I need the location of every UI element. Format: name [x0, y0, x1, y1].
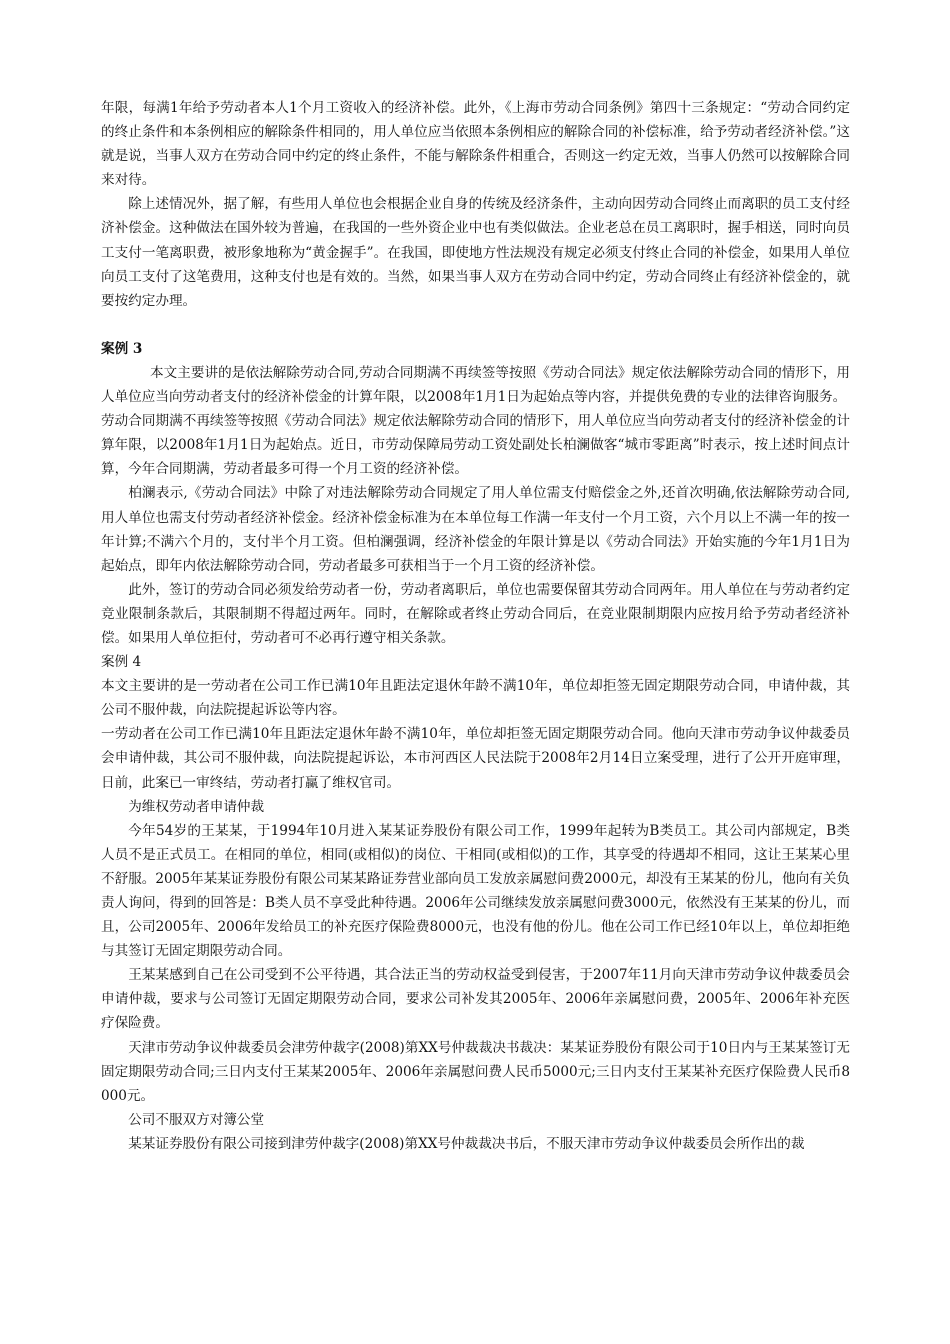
- paragraph-termination-conditions: 年限，每满1年给予劳动者本人1个月工资收入的经济补偿。此外，《上海市劳动合同条例》第四十三条规定：“劳动合同约定的终止条件和本条例相应的解除条件相同的，用人单位应当依照本条例相应的解除合同的补偿标准，给予劳动者经济补偿。”这就是说，当事人双方在劳动合同中约定的终止条件，不能与解除条件相重合，否则这一约定无效，当事人仍然可以按解除合同来对待。: [101, 100, 850, 189]
- case4-subheading-arbitration: 为维权劳动者申请仲裁: [128, 798, 265, 815]
- case3-heading: 案例 3: [101, 340, 143, 357]
- case4-paragraph-5: 某某证券股份有限公司接到津劳仲裁字(2008)第XX号仲裁裁决书后，不服天津市劳动争议仲裁委员会所作出的裁: [128, 1135, 805, 1152]
- paragraph-golden-handshake: 除上述情况外，据了解，有些用人单位也会根据企业自身的传统及经济条件，主动向因劳动合同终止而离职的员工支付经济补偿金。这种做法在国外较为普遍，在我国的一些外资企业中也有类似做法。企业老总在员工离职时，握手相送，同时向员工支付一笔离职费，被形象地称为“黄金握手”。在我国，即使地方性法规没有规定必须支付终止合同的补偿金，如果用人单位向员工支付了这笔费用，这种支付也是有效的。当然，如果当事人双方在劳动合同中约定，劳动合同终止有经济补偿金的，就要按约定办理。: [101, 196, 850, 309]
- case4-paragraph-2: 今年54岁的王某某，于1994年10月进入某某证券股份有限公司工作，1999年起转为B类员工。其公司内部规定，B类人员不是正式员工。在相同的单位，相同(或相似)的岗位、干相同(或相似)的工作，其享受的待遇却不相同，这让王某某心里不舒服。2005年某某证券股份有限公司某某路证券营业部向员工发放亲属慰问费2000元，却没有王某某的份儿，他向有关负责人询问，得到的回答是：B类人员不享受此种待遇。2006年公司继续发放亲属慰问费3000元，依然没有王某某的份儿，而且，公司2005年、2006年发给员工的补充医疗保险费8000元，也没有他的份儿。他在公司工作已经10年以上，单位却拒绝与其签订无固定期限劳动合同。: [101, 822, 850, 960]
- case4-heading: 案例 4: [101, 654, 142, 671]
- case3-paragraph-1: 劳动合同期满不再续签等按照《劳动合同法》规定依法解除劳动合同的情形下，用人单位应当向劳动者支付的经济补偿金的计算年限，以2008年1月1日为起始点。近日，市劳动保障局劳动工资处副处长柏澜做客“城市零距离”时表示，按上述时间点计算，今年合同期满，劳动者最多可得一个月工资的经济补偿。: [101, 413, 850, 478]
- case3-intro: 本文主要讲的是依法解除劳动合同,劳动合同期满不再续签等按照《劳动合同法》规定依法解除劳动合同的情形下，用人单位应当向劳动者支付的经济补偿金的计算年限，以2008年1月1日为起始点等内容，并提供免费的专业的法律咨询服务。: [101, 364, 850, 406]
- case3-paragraph-3: 此外，签订的劳动合同必须发给劳动者一份，劳动者离职后，单位也需要保留其劳动合同两年。用人单位在与劳动者约定竞业限制条款后，其限制期不得超过两年。同时，在解除或者终止劳动合同后，在竞业限制期限内应按月给予劳动者经济补偿。如果用人单位拒付，劳动者可不必再行遵守相关条款。: [101, 581, 850, 646]
- case4-paragraph-3: 王某某感到自己在公司受到不公平待遇，其合法正当的劳动权益受到侵害，于2007年11月向天津市劳动争议仲裁委员会申请仲裁，要求与公司签订无固定期限劳动合同，要求公司补发其2005年、2006年亲属慰问费，2005年、2006年补充医疗保险费。: [101, 967, 850, 1032]
- paragraph-gap: [101, 313, 850, 337]
- case4-paragraph-4: 天津市劳动争议仲裁委员会津劳仲裁字(2008)第XX号仲裁裁决书裁决：某某证券股份有限公司于10日内与王某某签订无固定期限劳动合同;三日内支付王某某2005年、2006年亲属慰问费人民币5000元;三日内支付王某某补充医疗保险费人民币8000元。: [101, 1039, 850, 1104]
- case4-paragraph-1: 一劳动者在公司工作已满10年且距法定退休年龄不满10年，单位却拒签无固定期限劳动合同。他向天津市劳动争议仲裁委员会申请仲裁，其公司不服仲裁，向法院提起诉讼，本市河西区人民法院于2008年2月14日立案受理，进行了公开开庭审理，日前，此案已一审终结，劳动者打赢了维权官司。: [101, 726, 850, 791]
- case4-intro: 本文主要讲的是一劳动者在公司工作已满10年且距法定退休年龄不满10年，单位却拒签无固定期限劳动合同，申请仲裁，其公司不服仲裁，向法院提起诉讼等内容。: [101, 678, 850, 719]
- case3-paragraph-2: 柏澜表示,《劳动合同法》中除了对违法解除劳动合同规定了用人单位需支付赔偿金之外,还首次明确,依法解除劳动合同,用人单位也需支付劳动者经济补偿金。经济补偿金标准为在本单位每工作满一年支付一个月工资，六个月以上不满一年的按一年计算;不满六个月的，支付半个月工资。但柏澜强调，经济补偿金的年限计算是以《劳动合同法》开始实施的今年1月1日为起始点，即年内依法解除劳动合同，劳动者最多可获相当于一个月工资的经济补偿。: [101, 485, 850, 574]
- case4-subheading-court: 公司不服双方对簿公堂: [128, 1111, 265, 1128]
